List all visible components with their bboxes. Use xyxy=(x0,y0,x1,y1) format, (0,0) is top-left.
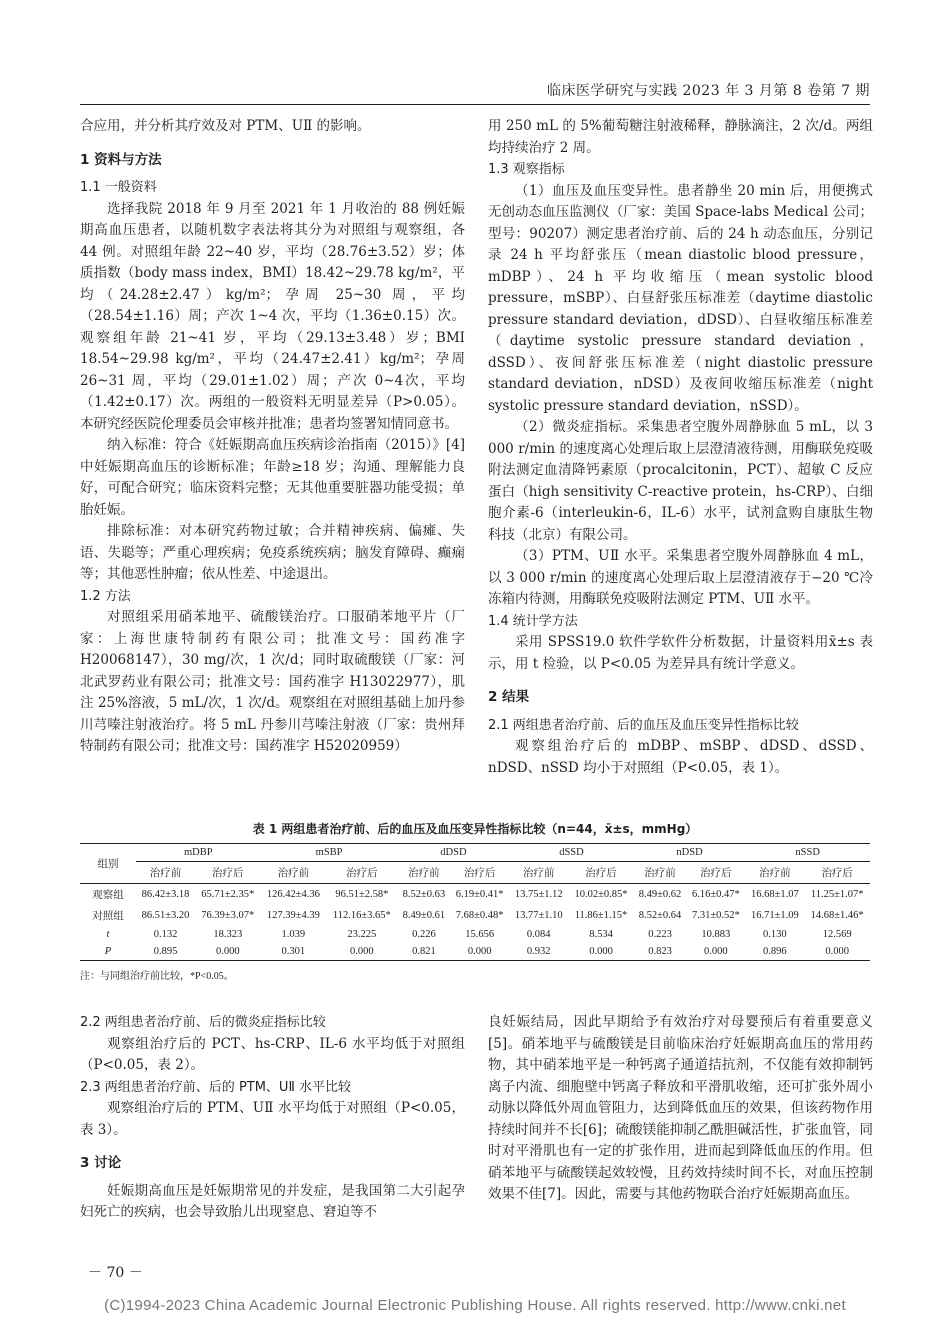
table-cell: 13.77±1.10 xyxy=(514,910,563,921)
paragraph: （1）血压及血压变异性。患者静坐 20 min 后，用便携式无创动态血压监测仪（厂家：美国 Space-labs Medical 公司；型号：90207）测定患者治疗前、后的 24 h 动态血压，分别记录 24 h 平均舒张压（mean diastolic blood pressure，mDBP）、24 h 平均收缩压（mean systolic blood pressure，mSBP）、白昼舒张压标准差（daytime diastolic pressure standard deviation，dDSD）、白昼收缩压标准差（daytime systolic pressure standard deviation，dSSD）、夜间舒张压标准差（night diastolic pressure standard deviation，nDSD）及夜间收缩压标准差（night systolic pressure standard deviation，nSSD）。 xyxy=(488,182,873,414)
paragraph: 观察组治疗后的 PTM、UⅡ 水平均低于对照组（P<0.05，表 3）。 xyxy=(80,1100,465,1138)
table-cell: 6.16±0.47* xyxy=(691,889,740,900)
column-subheader: 治疗前 xyxy=(261,862,327,884)
column-subheader: 治疗后 xyxy=(450,862,509,884)
table-cell: 0.000 xyxy=(195,943,261,961)
table-cell: 8.52±0.64 xyxy=(638,910,682,921)
table-cell: 112.16±3.65* xyxy=(332,910,391,921)
table-cell: 8.534 xyxy=(589,929,613,940)
column-subheader: 治疗后 xyxy=(686,862,745,884)
column-group-header: mDBP xyxy=(136,844,261,862)
paragraph: 纳入标准：符合《妊娠期高血压疾病诊治指南（2015）》[4]中妊娠期高血压的诊断标准；年龄≥18 岁；沟通、理解能力良好，可配合研究；临床资料完整；无其他重要脏器功能受损；单胎妊娠。 xyxy=(80,437,465,518)
paragraph: 对照组采用硝苯地平、硫酸镁治疗。口服硝苯地平片（厂家：上海世康特制药有限公司；批准文号：国药准字 H20068147），30 mg/次，1 次/d；同时取硫酸镁（厂家：河北武罗药业有限公司；批准文号：国药准字 H13022977），肌注 25%溶液，5 mL/次，1 次/d。观察组在对照组基础上加丹参川芎嗪注射液治疗。将 5 mL 丹参川芎嗪注射液（厂家：贵州拜特制药有限公司；批准文号：国药准字 H52020959） xyxy=(80,609,465,754)
table-cell: 7.31±0.52* xyxy=(691,910,740,921)
table-row xyxy=(80,905,870,926)
table-row xyxy=(80,926,870,943)
table-cell: 11.25±1.07* xyxy=(810,889,864,900)
column-subheader: 治疗后 xyxy=(568,862,634,884)
table-cell: 0.000 xyxy=(804,943,870,961)
column-subheader: 治疗前 xyxy=(136,862,195,884)
table-1 xyxy=(80,820,870,982)
page-number: － 70 － xyxy=(88,1265,143,1281)
table-cell: 11.86±1.15* xyxy=(574,910,628,921)
table-cell: 7.68±0.48* xyxy=(455,910,504,921)
right-column xyxy=(488,116,873,779)
table-cell: 126.42±4.36 xyxy=(266,889,320,900)
table-cell: 0.130 xyxy=(763,929,787,940)
table-row xyxy=(80,943,870,961)
table-cell: 13.75±1.12 xyxy=(514,889,563,900)
table-cell: 0.821 xyxy=(398,943,451,961)
table-cell: 16.71±1.09 xyxy=(750,910,799,921)
table-cell: 0.932 xyxy=(509,943,568,961)
header-rule xyxy=(80,104,870,105)
column-group-header: nSSD xyxy=(745,844,870,862)
table-cell: 16.68±1.07 xyxy=(750,889,799,900)
section-heading: 2.2 两组患者治疗前、后的微炎症指标比较 xyxy=(80,1015,326,1030)
column-group-header: dDSD xyxy=(398,844,510,862)
table-cell: 1.039 xyxy=(281,929,306,940)
column-subheader: 治疗前 xyxy=(745,862,804,884)
table-caption: 表 1 两组患者治疗前、后的血压及血压变异性指标比较（n=44，x̄±s，mmHg） xyxy=(252,822,698,836)
table-cell: 23.225 xyxy=(347,929,377,940)
section-heading: 2.3 两组患者治疗前、后的 PTM、UⅡ 水平比较 xyxy=(80,1079,351,1095)
left-column-lower xyxy=(80,1012,465,1224)
column-group-header: nDSD xyxy=(634,844,746,862)
table-cell: 10.02±0.85* xyxy=(574,889,628,900)
paragraph: 观察组治疗后的 mDBP、mSBP、dDSD、dSSD、nDSD、nSSD 均小于对照组（P<0.05，表 1）。 xyxy=(488,738,873,776)
table-cell: 18.323 xyxy=(213,929,243,940)
table-cell: 96.51±2.58* xyxy=(335,889,389,900)
paragraph: （2）微炎症指标。采集患者空腹外周静脉血 5 mL，以 3 000 r/min 的速度离心处理后取上层澄清液待测，用酶联免疫吸附法测定血清降钙素原（procalcitonin，PCT）、超敏 C 反应蛋白（high sensitivity C-reactive protein，hs-CRP）、白细胞介素-6（interleukin-6，IL-6）水平，试剂盒购自康肽生物科技（北京）有限公司。 xyxy=(488,419,873,543)
column-group-header: dSSD xyxy=(509,844,634,862)
paragraph: 合应用，并分析其疗效及对 PTM、UⅡ 的影响。 xyxy=(80,118,371,134)
table-cell: t xyxy=(106,929,110,940)
table-cell: 0.132 xyxy=(153,929,178,940)
table-cell: 0.000 xyxy=(326,943,398,961)
paragraph: （3）PTM、UⅡ 水平。采集患者空腹外周静脉血 4 mL，以 3 000 r/min 的速度离心处理后取上层澄清液存于−20 ℃冷冻箱内待测，用酶联免疫吸附法测定 PTM、UⅡ 水平。 xyxy=(488,548,873,607)
table-cell: 0.895 xyxy=(136,943,195,961)
section-heading: 1.4 统计学方法 xyxy=(488,613,578,629)
table-cell: 65.71±2.35* xyxy=(201,889,255,900)
table-cell: 6.19±0.41* xyxy=(455,889,504,900)
section-heading: 3 讨论 xyxy=(80,1155,122,1171)
table-cell: 76.39±3.07* xyxy=(201,910,255,921)
section-heading: 2 结果 xyxy=(488,689,530,705)
column-subheader: 治疗前 xyxy=(634,862,687,884)
table-cell: 对照组 xyxy=(92,911,124,922)
column-subheader: 治疗后 xyxy=(195,862,261,884)
table-cell: 0.000 xyxy=(686,943,745,961)
column-subheader: 治疗前 xyxy=(398,862,451,884)
table-cell: 10.883 xyxy=(701,929,731,940)
table-cell: 0.000 xyxy=(450,943,509,961)
paragraph: 妊娠期高血压是妊娠期常见的并发症，是我国第二大引起孕妇死亡的疾病，也会导致胎儿出现窒息、窘迫等不 xyxy=(80,1182,465,1220)
table-note: 注：与同组治疗前比较，*P<0.05。 xyxy=(80,971,234,982)
copyright-footer: (C)1994-2023 China Academic Journal Electronic Publishing House. All rights reserved. http://www.cnki.net xyxy=(104,1297,846,1314)
group-header: 组别 xyxy=(80,844,136,884)
table-cell: 14.68±1.46* xyxy=(810,910,864,921)
table-cell: 0.084 xyxy=(526,929,551,940)
table-row xyxy=(80,884,870,906)
table-cell: 8.49±0.62 xyxy=(638,889,682,900)
section-heading: 2.1 两组患者治疗前、后的血压及血压变异性指标比较 xyxy=(488,717,799,733)
table-cell: 0.896 xyxy=(745,943,804,961)
paragraph: 观察组治疗后的 PCT、hs-CRP、IL-6 水平均低于对照组（P<0.05，表 2）。 xyxy=(80,1035,465,1073)
table-cell: 86.51±3.20 xyxy=(141,910,190,921)
paragraph: 用 250 mL 的 5%葡萄糖注射液稀释，静脉滴注，2 次/d。两组均持续治疗 2 周。 xyxy=(488,118,873,156)
left-column xyxy=(80,116,465,758)
table-cell: 0.823 xyxy=(634,943,687,961)
table-cell: 观察组 xyxy=(92,890,124,901)
paragraph: 良妊娠结局，因此早期给予有效治疗对母婴预后有着重要意义[5]。硝苯地平与硫酸镁是目前临床治疗妊娠期高血压的常用药物，其中硝苯地平是一种钙离子通道拮抗剂，不仅能有效抑制钙离子内流、细胞壁中钙离子释放和平滑肌收缩，还可扩张外周小动脉以降低外周血管阻力，达到降低血压的效果，但该药物作用持续时间并不长[6]；硫酸镁能抑制乙酰胆碱活性，扩张血管，同时对平滑肌也有一定的扩张作用，进而起到降低血压的作用。但硝苯地平与硫酸镁起效较慢，且药效持续时间不长，对血压控制效果不佳[7]。因此，需要与其他药物联合治疗妊娠期高血压。 xyxy=(488,1014,873,1202)
table-cell: 12.569 xyxy=(822,929,852,940)
section-heading: 1.2 方法 xyxy=(80,588,131,604)
table-cell: 86.42±3.18 xyxy=(141,889,190,900)
data-table xyxy=(80,843,870,961)
table-cell: P xyxy=(80,943,136,961)
table-cell: 0.301 xyxy=(261,943,327,961)
section-heading: 1 资料与方法 xyxy=(80,151,162,168)
table-cell: 15.656 xyxy=(465,929,495,940)
table-cell: 0.223 xyxy=(648,929,672,940)
column-subheader: 治疗后 xyxy=(804,862,870,884)
table-cell: 8.52±0.63 xyxy=(402,889,446,900)
column-subheader: 治疗后 xyxy=(326,862,398,884)
table-cell: 0.000 xyxy=(568,943,634,961)
paragraph: 采用 SPSS19.0 软件学软件分析数据，计量资料用x̄±s 表示，用 t 检验，以 P<0.05 为差异具有统计学意义。 xyxy=(488,634,873,672)
running-header: 临床医学研究与实践 2023 年 3 月第 8 卷第 7 期 xyxy=(547,83,870,99)
table-cell: 8.49±0.61 xyxy=(402,910,446,921)
column-subheader: 治疗前 xyxy=(509,862,568,884)
table-cell: 0.226 xyxy=(412,929,436,940)
column-group-header: mSBP xyxy=(261,844,398,862)
paragraph: 排除标准：对本研究药物过敏；合并精神疾病、偏瘫、失语、失聪等；严重心理疾病；免疫系统疾病；脑发育障碍、癫痫等；其他恶性肿瘤；依从性差、中途退出。 xyxy=(80,523,465,582)
paragraph: 选择我院 2018 年 9 月至 2021 年 1 月收治的 88 例妊娠期高血压患者，以随机数字表法将其分为对照组与观察组，各 44 例。对照组年龄 22~40 岁，平均（28.76±3.52）岁；体质指数（body mass index，BMI）18.42~29.78 kg/m²，平均（24.28±2.47）kg/m²；孕周 25~30 周，平均（28.54±1.16）周；产次 1~4 次，平均（1.36±0.15）次。观察组年龄 21~41 岁，平均（29.13±3.48）岁；BMI 18.54~29.98 kg/m²，平均（24.47±2.41）kg/m²；孕周 26~31 周，平均（29.01±1.02）周；产次 0~4次，平均（1.42±0.17）次。两组的一般资料无明显差异（P>0.05）。本研究经医院伦理委员会审核并批准；患者均签署知情同意书。 xyxy=(80,200,465,432)
section-heading: 1.3 观察指标 xyxy=(488,162,565,177)
section-heading: 1.1 一般资料 xyxy=(80,180,157,195)
table-cell: 127.39±4.39 xyxy=(266,910,320,921)
right-column-lower xyxy=(488,1012,873,1206)
